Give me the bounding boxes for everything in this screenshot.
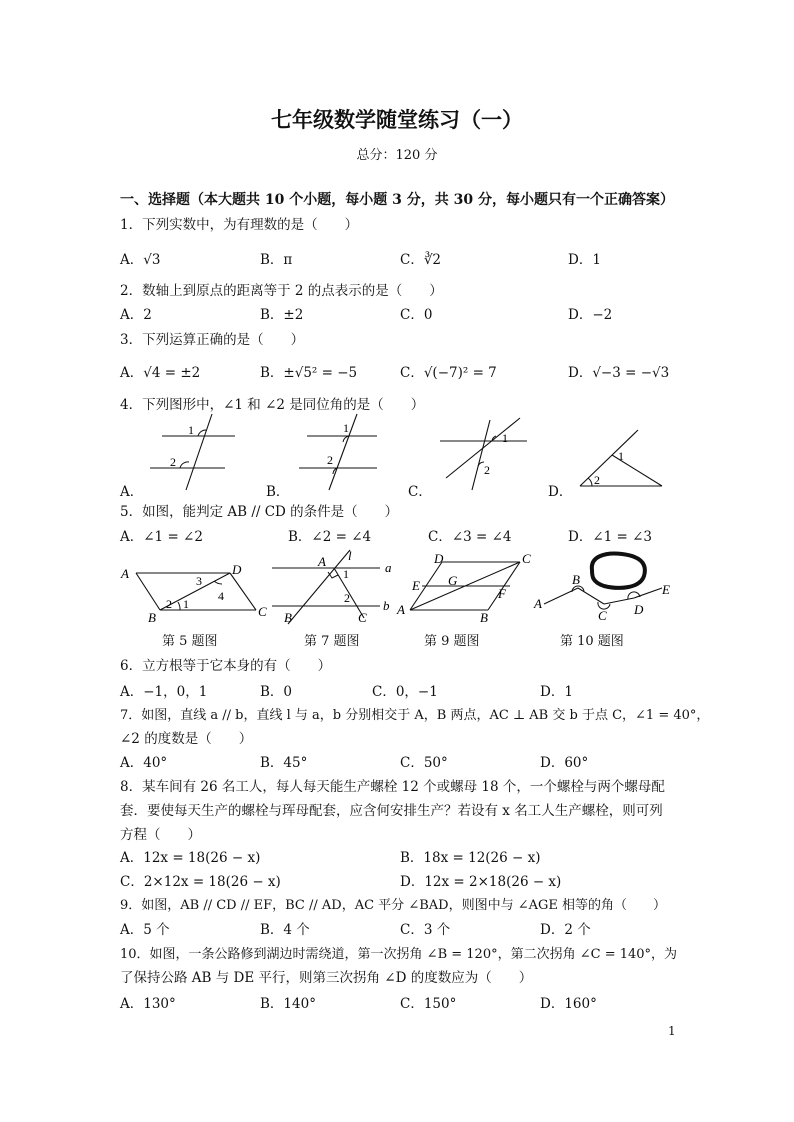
q6-option-d[interactable]: D．1 — [540, 684, 573, 700]
q4-figure-b — [295, 412, 405, 492]
svg-text:B: B — [480, 610, 488, 625]
q10-option-d[interactable]: D．160° — [540, 996, 597, 1012]
q4-option-c[interactable]: C． — [408, 484, 432, 500]
figure-5-caption: 第 5 题图 — [162, 634, 218, 649]
svg-text:E: E — [662, 582, 670, 597]
q9-option-d[interactable]: D．2 个 — [540, 922, 591, 938]
q3-option-c[interactable]: C．√(−7)² = 7 — [400, 365, 497, 381]
question-7-line-2: ∠2 的度数是（ ） — [120, 731, 253, 747]
page-number: 1 — [668, 1024, 676, 1038]
question-2: 2．数轴上到原点的距离等于 2 的点表示的是（ ） — [120, 283, 443, 299]
q4-option-b[interactable]: B． — [266, 484, 290, 500]
total-score: 总分：120 分 — [356, 148, 438, 163]
q7-option-b[interactable]: B．45° — [260, 755, 308, 771]
q5-option-b[interactable]: B．∠2 = ∠4 — [288, 529, 372, 545]
q2-option-b[interactable]: B．±2 — [260, 307, 304, 323]
q2-option-d[interactable]: D．−2 — [568, 307, 613, 323]
question-9: 9．如图，AB // CD // EF，BC // AD，AC 平分 ∠BAD，则图中与 ∠AGE 相等的角（ ） — [120, 898, 666, 913]
question-10-line-2: 了保持公路 AB 与 DE 平行，则第三次拐角 ∠D 的度数应为（ ） — [120, 970, 533, 986]
figure-10-caption: 第 10 题图 — [560, 634, 624, 649]
q1-option-d[interactable]: D．1 — [568, 252, 601, 268]
q1-option-b[interactable]: B．π — [260, 252, 293, 268]
question-10-line-1: 10．如图，一条公路修到湖边时需绕道，第一次拐角 ∠B = 120°，第二次拐角 ∠C = 140°，为 — [120, 947, 678, 962]
figure-10 — [534, 548, 684, 624]
svg-text:G: G — [448, 573, 458, 588]
svg-text:b: b — [383, 598, 390, 613]
q3-option-d[interactable]: D．√−3 = −√3 — [568, 365, 670, 381]
q7-option-a[interactable]: A．40° — [120, 755, 168, 771]
q2-option-c[interactable]: C．0 — [400, 307, 433, 323]
q5-option-d[interactable]: D．∠1 = ∠3 — [568, 529, 653, 545]
q6-option-b[interactable]: B．0 — [260, 684, 293, 700]
svg-text:1: 1 — [502, 431, 508, 445]
svg-text:F: F — [498, 586, 506, 601]
svg-text:A: A — [121, 566, 129, 581]
q6-option-c[interactable]: C．0，−1 — [372, 684, 438, 700]
svg-text:C: C — [522, 551, 531, 566]
q7-option-d[interactable]: D．60° — [540, 755, 589, 771]
section-heading: 一、选择题（本大题共 10 个小题，每小题 3 分，共 30 分，每小题只有一个正确答案） — [120, 192, 674, 208]
question-7-line-1: 7．如图，直线 a // b，直线 l 与 a，b 分别相交于 A，B 两点，AC ⊥ AB 交 b 于点 C，∠1 = 40°， — [120, 708, 710, 723]
svg-text:2: 2 — [327, 453, 333, 467]
svg-text:l: l — [348, 548, 352, 563]
q4-figure-d — [570, 428, 670, 492]
q10-option-b[interactable]: B．140° — [260, 996, 316, 1012]
svg-text:2: 2 — [166, 597, 172, 611]
svg-text:1: 1 — [183, 597, 189, 611]
svg-text:B: B — [284, 610, 292, 625]
svg-text:1: 1 — [188, 423, 194, 437]
q4-figure-c — [432, 414, 532, 494]
svg-text:1: 1 — [618, 449, 624, 463]
q8-option-b[interactable]: B．18x = 12(26 − x) — [400, 850, 541, 866]
svg-text:2: 2 — [594, 473, 600, 487]
q5-option-c[interactable]: C．∠3 = ∠4 — [428, 529, 512, 545]
q6-option-a[interactable]: A．−1，0，1 — [120, 684, 208, 700]
svg-text:C: C — [598, 608, 607, 623]
svg-text:B: B — [148, 610, 156, 625]
q2-option-a[interactable]: A．2 — [120, 307, 152, 323]
figure-9 — [394, 550, 534, 625]
svg-text:D: D — [232, 562, 242, 577]
figure-7-caption: 第 7 题图 — [304, 634, 360, 649]
question-1: 1．下列实数中，为有理数的是（ ） — [120, 217, 359, 233]
q9-option-b[interactable]: B．4 个 — [260, 922, 310, 938]
q8-option-c[interactable]: C．2×12x = 18(26 − x) — [120, 874, 281, 890]
q9-option-a[interactable]: A．5 个 — [120, 922, 170, 938]
figure-7 — [268, 548, 398, 628]
question-3: 3．下列运算正确的是（ ） — [120, 332, 305, 348]
question-5: 5．如图，能判定 AB // CD 的条件是（ ） — [120, 504, 399, 520]
q4-option-a[interactable]: A． — [120, 484, 144, 500]
svg-text:C: C — [258, 604, 267, 619]
question-8-line-1: 8．某车间有 26 名工人，每人每天能生产螺栓 12 个或螺母 18 个，一个螺栓与两个螺母配 — [120, 779, 665, 795]
q10-option-a[interactable]: A．130° — [120, 996, 176, 1012]
figure-9-caption: 第 9 题图 — [424, 634, 480, 649]
svg-text:E: E — [412, 578, 420, 593]
q9-option-c[interactable]: C．3 个 — [400, 922, 451, 938]
svg-text:A: A — [397, 602, 405, 617]
q8-option-a[interactable]: A．12x = 18(26 − x) — [120, 850, 261, 866]
svg-text:4: 4 — [218, 589, 224, 603]
svg-text:D: D — [634, 602, 644, 617]
q7-option-c[interactable]: C．50° — [400, 755, 448, 771]
svg-text:D: D — [434, 551, 444, 566]
svg-text:B: B — [572, 572, 580, 587]
svg-text:1: 1 — [343, 567, 349, 581]
question-8-line-2: 套．要使每天生产的螺栓与珲母配套，应含何安排生产？若设有 x 名工人生产螺栓，则可列 — [120, 803, 663, 819]
q3-option-b[interactable]: B．±√5² = −5 — [260, 365, 358, 381]
figure-5 — [118, 558, 278, 625]
q10-option-c[interactable]: C．150° — [400, 996, 457, 1012]
svg-text:2: 2 — [170, 455, 176, 469]
question-4: 4．下列图形中，∠1 和 ∠2 是同位角的是（ ） — [120, 397, 425, 413]
svg-text:2: 2 — [344, 591, 350, 605]
svg-text:a: a — [385, 560, 392, 575]
q3-option-a[interactable]: A．√4 = ±2 — [120, 365, 201, 381]
q8-option-d[interactable]: D．12x = 2×18(26 − x) — [400, 874, 562, 890]
q1-option-c[interactable]: C．∛2 — [400, 252, 442, 268]
svg-text:A: A — [318, 554, 326, 569]
svg-text:2: 2 — [484, 463, 490, 477]
question-6: 6．立方根等于它本身的有（ ） — [120, 658, 332, 674]
q1-option-a[interactable]: A．√3 — [120, 252, 161, 268]
svg-text:3: 3 — [196, 574, 202, 588]
q4-figure-a — [140, 412, 250, 492]
q4-option-d[interactable]: D． — [548, 484, 573, 500]
question-8-line-3: 方程（ ） — [120, 827, 201, 843]
lake-shape — [592, 554, 645, 588]
q5-option-a[interactable]: A．∠1 = ∠2 — [120, 529, 203, 545]
svg-text:1: 1 — [343, 421, 349, 435]
svg-text:A: A — [534, 596, 542, 611]
page-title: 七年级数学随堂练习（一） — [271, 107, 523, 132]
svg-text:C: C — [358, 610, 367, 625]
